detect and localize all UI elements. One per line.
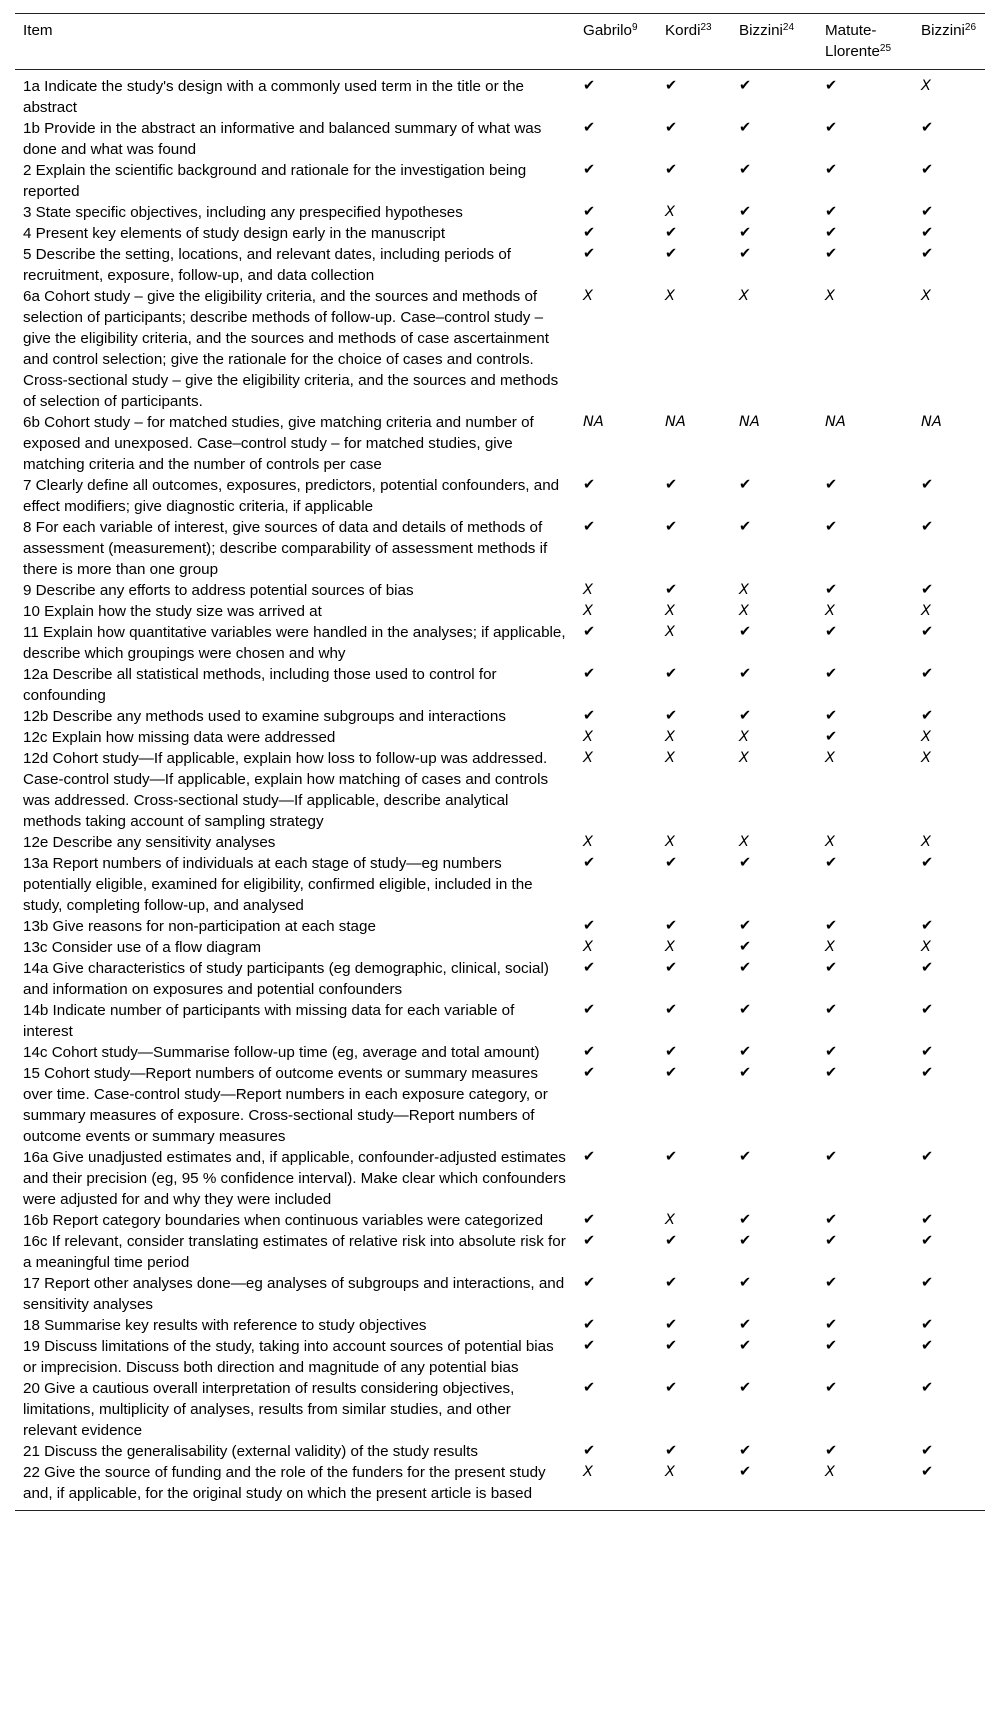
assessment-mark-bizzini-24: ✔ xyxy=(739,666,752,682)
assessment-mark-kordi: X xyxy=(665,624,675,640)
assessment-mark-bizzini-24: ✔ xyxy=(739,1275,752,1291)
assessment-mark-bizzini-26: ✔ xyxy=(921,204,934,220)
assessment-mark-bizzini-26: ✔ xyxy=(921,225,934,241)
table-row xyxy=(15,1336,985,1378)
assessment-mark-bizzini-24: ✔ xyxy=(739,519,752,535)
assessment-mark-matute-llorente: ✔ xyxy=(825,1149,838,1165)
table-row xyxy=(15,412,985,475)
assessment-mark-gabrilo: ✔ xyxy=(583,120,596,136)
checklist-item-text: 14c Cohort study—Summarise follow-up time (eg, average and total amount) xyxy=(23,1044,540,1061)
checklist-item-text: 4 Present key elements of study design early in the manuscript xyxy=(23,225,446,242)
table-row xyxy=(15,748,985,832)
table-row xyxy=(15,664,985,706)
assessment-mark-gabrilo: ✔ xyxy=(583,78,596,94)
checklist-item-text: 7 Clearly define all outcomes, exposures, predictors, potential confounders, and effect modifiers; give diagnostic criteria, if applicable xyxy=(23,477,560,515)
assessment-mark-matute-llorente: ✔ xyxy=(825,624,838,640)
assessment-mark-gabrilo: X xyxy=(583,729,593,745)
assessment-mark-kordi: ✔ xyxy=(665,1233,678,1249)
checklist-item-text: 19 Discuss limitations of the study, taking into account sources of potential bias or imprecision. Discuss both direction and magnitude of any potential bias xyxy=(23,1338,554,1376)
assessment-mark-bizzini-24: ✔ xyxy=(739,624,752,640)
assessment-mark-bizzini-26: ✔ xyxy=(921,1233,934,1249)
assessment-mark-gabrilo: X xyxy=(583,1464,593,1480)
table-row xyxy=(15,1000,985,1042)
table-row xyxy=(15,832,985,853)
assessment-mark-bizzini-24: ✔ xyxy=(739,1380,752,1396)
assessment-mark-bizzini-24: ✔ xyxy=(739,1044,752,1060)
assessment-mark-matute-llorente: ✔ xyxy=(825,1380,838,1396)
assessment-mark-kordi: ✔ xyxy=(665,519,678,535)
assessment-mark-kordi: ✔ xyxy=(665,1065,678,1081)
assessment-mark-matute-llorente: ✔ xyxy=(825,1002,838,1018)
checklist-item-text: 3 State specific objectives, including any prespecified hypotheses xyxy=(23,204,463,221)
table-row xyxy=(15,160,985,202)
assessment-mark-bizzini-24: ✔ xyxy=(739,855,752,871)
column-header-gabrilo: Gabrilo$^9$ xyxy=(583,22,638,39)
assessment-mark-bizzini-26: ✔ xyxy=(921,666,934,682)
checklist-item-text: 13b Give reasons for non-participation at each stage xyxy=(23,918,376,935)
assessment-mark-bizzini-26: ✔ xyxy=(921,1464,934,1480)
assessment-mark-matute-llorente: ✔ xyxy=(825,204,838,220)
checklist-item-text: 11 Explain how quantitative variables were handled in the analyses; if applicable, describe which groupings were chosen and why xyxy=(23,624,566,662)
table-row xyxy=(15,1315,985,1336)
checklist-item-text: 12e Describe any sensitivity analyses xyxy=(23,834,276,851)
assessment-mark-matute-llorente: ✔ xyxy=(825,1044,838,1060)
assessment-mark-gabrilo: ✔ xyxy=(583,960,596,976)
column-header-bizzini-26: Bizzini$^{26}$ xyxy=(921,22,977,39)
assessment-mark-gabrilo: ✔ xyxy=(583,477,596,493)
table-row xyxy=(15,1462,985,1511)
assessment-mark-gabrilo: ✔ xyxy=(583,855,596,871)
assessment-mark-gabrilo: ✔ xyxy=(583,666,596,682)
assessment-mark-kordi: ✔ xyxy=(665,1338,678,1354)
assessment-mark-matute-llorente: ✔ xyxy=(825,960,838,976)
table-row xyxy=(15,118,985,160)
assessment-mark-matute-llorente: ✔ xyxy=(825,1443,838,1459)
assessment-mark-bizzini-24: ✔ xyxy=(739,1149,752,1165)
assessment-mark-bizzini-26: ✔ xyxy=(921,582,934,598)
checklist-item-text: 14a Give characteristics of study participants (eg demographic, clinical, social) and information on exposures and potential confounders xyxy=(23,960,549,998)
assessment-mark-matute-llorente: ✔ xyxy=(825,1212,838,1228)
assessment-mark-kordi: ✔ xyxy=(665,477,678,493)
reference-superscript: 24 xyxy=(782,22,795,33)
assessment-mark-gabrilo: ✔ xyxy=(583,1002,596,1018)
table-row xyxy=(15,475,985,517)
assessment-mark-kordi: X xyxy=(665,750,675,766)
assessment-mark-kordi: X xyxy=(665,729,675,745)
assessment-mark-bizzini-26: ✔ xyxy=(921,477,934,493)
assessment-mark-bizzini-24: ✔ xyxy=(739,246,752,262)
assessment-mark-gabrilo: X xyxy=(583,288,593,304)
assessment-mark-gabrilo: ✔ xyxy=(583,1149,596,1165)
assessment-mark-bizzini-26: ✔ xyxy=(921,1338,934,1354)
checklist-item-text: 13c Consider use of a flow diagram xyxy=(23,939,262,956)
assessment-mark-gabrilo: ✔ xyxy=(583,918,596,934)
table-row xyxy=(15,727,985,748)
assessment-mark-matute-llorente: ✔ xyxy=(825,477,838,493)
assessment-mark-kordi: ✔ xyxy=(665,1002,678,1018)
table-row xyxy=(15,601,985,622)
assessment-mark-gabrilo: ✔ xyxy=(583,225,596,241)
assessment-mark-bizzini-24: ✔ xyxy=(739,120,752,136)
assessment-mark-matute-llorente: NA xyxy=(825,414,846,430)
assessment-mark-kordi: ✔ xyxy=(665,120,678,136)
assessment-mark-bizzini-26: ✔ xyxy=(921,855,934,871)
assessment-mark-bizzini-26: X xyxy=(921,78,931,94)
assessment-mark-matute-llorente: ✔ xyxy=(825,78,838,94)
checklist-item-text: 12a Describe all statistical methods, including those used to control for confounding xyxy=(23,666,497,704)
assessment-mark-matute-llorente: ✔ xyxy=(825,1338,838,1354)
assessment-mark-bizzini-26: ✔ xyxy=(921,708,934,724)
table-row xyxy=(15,937,985,958)
assessment-mark-kordi: X xyxy=(665,1464,675,1480)
assessment-mark-bizzini-26: ✔ xyxy=(921,1212,934,1228)
assessment-mark-kordi: X xyxy=(665,288,675,304)
column-header-matute-llorente: Matute-Llorente$^{25}$ xyxy=(825,22,892,60)
checklist-item-text: 14b Indicate number of participants with missing data for each variable of interest xyxy=(23,1002,515,1040)
assessment-mark-matute-llorente: ✔ xyxy=(825,855,838,871)
assessment-mark-bizzini-26: ✔ xyxy=(921,624,934,640)
checklist-item-text: 16a Give unadjusted estimates and, if applicable, confounder-adjusted estimates and their precision (eg, 95 % confidence interval). Make clear which confounders were adjusted for and why they were included xyxy=(23,1149,566,1208)
assessment-mark-gabrilo: X xyxy=(583,582,593,598)
table-row xyxy=(15,1231,985,1273)
assessment-mark-matute-llorente: ✔ xyxy=(825,519,838,535)
assessment-mark-bizzini-26: ✔ xyxy=(921,1317,934,1333)
assessment-mark-bizzini-24: ✔ xyxy=(739,1464,752,1480)
checklist-item-text: 6a Cohort study – give the eligibility criteria, and the sources and methods of selection of participants; describe methods of follow-up. Case–control study – give the eligibility criteria, and the sources and methods of case ascertainment and control selection; give the rationale for the choice of cases and controls. Cross-sectional study – give the eligibility criteria, and the sources and methods of selection of participants. xyxy=(23,288,559,410)
table-row xyxy=(15,580,985,601)
table-row xyxy=(15,853,985,916)
table-row xyxy=(15,1441,985,1462)
assessment-mark-bizzini-24: ✔ xyxy=(739,1065,752,1081)
assessment-mark-matute-llorente: ✔ xyxy=(825,666,838,682)
assessment-mark-matute-llorente: X xyxy=(825,288,835,304)
assessment-mark-bizzini-26: ✔ xyxy=(921,162,934,178)
assessment-mark-kordi: ✔ xyxy=(665,960,678,976)
assessment-mark-kordi: ✔ xyxy=(665,1044,678,1060)
assessment-mark-bizzini-26: NA xyxy=(921,414,942,430)
assessment-mark-matute-llorente: ✔ xyxy=(825,225,838,241)
reference-superscript: 23 xyxy=(700,22,712,33)
assessment-mark-gabrilo: ✔ xyxy=(583,1212,596,1228)
assessment-mark-gabrilo: X xyxy=(583,834,593,850)
checklist-item-text: 17 Report other analyses done—eg analyses of subgroups and interactions, and sensitivity analyses xyxy=(23,1275,565,1313)
checklist-item-text: 2 Explain the scientific background and rationale for the investigation being reported xyxy=(23,162,527,200)
table-row xyxy=(15,622,985,664)
assessment-mark-bizzini-24: X xyxy=(739,729,749,745)
assessment-mark-bizzini-24: ✔ xyxy=(739,1317,752,1333)
assessment-mark-bizzini-24: ✔ xyxy=(739,1338,752,1354)
assessment-mark-kordi: ✔ xyxy=(665,246,678,262)
assessment-mark-kordi: ✔ xyxy=(665,78,678,94)
assessment-mark-kordi: ✔ xyxy=(665,1149,678,1165)
column-header-bizzini-24: Bizzini$^{24}$ xyxy=(739,22,795,39)
assessment-mark-bizzini-24: ✔ xyxy=(739,1002,752,1018)
assessment-mark-bizzini-24: ✔ xyxy=(739,708,752,724)
assessment-mark-bizzini-24: ✔ xyxy=(739,939,752,955)
assessment-mark-gabrilo: ✔ xyxy=(583,1338,596,1354)
assessment-mark-kordi: ✔ xyxy=(665,708,678,724)
assessment-mark-bizzini-24: NA xyxy=(739,414,760,430)
assessment-mark-matute-llorente: X xyxy=(825,603,835,619)
assessment-mark-bizzini-26: ✔ xyxy=(921,1065,934,1081)
assessment-mark-gabrilo: ✔ xyxy=(583,708,596,724)
column-header-item: Item xyxy=(23,22,53,39)
strobe-checklist-document xyxy=(15,13,985,1511)
table-row xyxy=(15,1042,985,1063)
assessment-mark-kordi: ✔ xyxy=(665,855,678,871)
assessment-mark-bizzini-26: X xyxy=(921,729,931,745)
table-row xyxy=(15,1210,985,1231)
table-row xyxy=(15,244,985,286)
assessment-mark-bizzini-26: ✔ xyxy=(921,1002,934,1018)
assessment-mark-bizzini-26: ✔ xyxy=(921,120,934,136)
assessment-mark-kordi: X xyxy=(665,1212,675,1228)
checklist-item-text: 13a Report numbers of individuals at each stage of study—eg numbers potentially eligible, examined for eligibility, confirmed eligible, included in the study, completing follow-up, and analysed xyxy=(23,855,533,914)
assessment-mark-gabrilo: X xyxy=(583,939,593,955)
assessment-mark-gabrilo: ✔ xyxy=(583,246,596,262)
reference-superscript: 26 xyxy=(964,22,977,33)
checklist-item-text: 16c If relevant, consider translating estimates of relative risk into absolute risk for a meaningful time period xyxy=(23,1233,566,1271)
assessment-mark-gabrilo: ✔ xyxy=(583,1044,596,1060)
assessment-mark-bizzini-24: ✔ xyxy=(739,162,752,178)
assessment-mark-bizzini-26: X xyxy=(921,750,931,766)
assessment-mark-kordi: NA xyxy=(665,414,686,430)
assessment-mark-kordi: ✔ xyxy=(665,582,678,598)
table-header xyxy=(15,14,985,70)
assessment-mark-bizzini-26: ✔ xyxy=(921,960,934,976)
assessment-mark-gabrilo: ✔ xyxy=(583,162,596,178)
assessment-mark-bizzini-26: ✔ xyxy=(921,918,934,934)
assessment-mark-kordi: ✔ xyxy=(665,162,678,178)
assessment-mark-matute-llorente: ✔ xyxy=(825,1233,838,1249)
table-row xyxy=(15,1273,985,1315)
reference-superscript: 25 xyxy=(879,43,892,54)
assessment-mark-bizzini-26: ✔ xyxy=(921,246,934,262)
assessment-mark-gabrilo: ✔ xyxy=(583,204,596,220)
assessment-mark-bizzini-24: ✔ xyxy=(739,1212,752,1228)
checklist-item-text: 1b Provide in the abstract an informative and balanced summary of what was done and what was found xyxy=(23,120,542,158)
assessment-mark-gabrilo: ✔ xyxy=(583,624,596,640)
assessment-mark-bizzini-26: ✔ xyxy=(921,1380,934,1396)
checklist-item-text: 21 Discuss the generalisability (external validity) of the study results xyxy=(23,1443,478,1460)
table-body xyxy=(15,70,985,1511)
table-row xyxy=(15,706,985,727)
assessment-mark-matute-llorente: ✔ xyxy=(825,120,838,136)
reference-superscript: 9 xyxy=(631,22,638,33)
assessment-mark-kordi: ✔ xyxy=(665,1275,678,1291)
table-row xyxy=(15,517,985,580)
assessment-mark-matute-llorente: X xyxy=(825,939,835,955)
checklist-item-text: 22 Give the source of funding and the role of the funders for the present study and, if applicable, for the original study on which the present article is based xyxy=(23,1464,546,1502)
assessment-mark-gabrilo: ✔ xyxy=(583,1065,596,1081)
checklist-item-text: 6b Cohort study – for matched studies, give matching criteria and number of exposed and unexposed. Case–control study – for matched studies, give matching criteria and the number of controls per case xyxy=(23,414,534,473)
checklist-item-text: 12b Describe any methods used to examine subgroups and interactions xyxy=(23,708,506,725)
assessment-mark-bizzini-26: X xyxy=(921,834,931,850)
assessment-mark-matute-llorente: ✔ xyxy=(825,918,838,934)
assessment-mark-matute-llorente: ✔ xyxy=(825,1317,838,1333)
assessment-mark-kordi: ✔ xyxy=(665,1380,678,1396)
table-row xyxy=(15,286,985,412)
checklist-item-text: 1a Indicate the study's design with a commonly used term in the title or the abstract xyxy=(23,78,524,116)
table-row xyxy=(15,202,985,223)
assessment-mark-bizzini-26: ✔ xyxy=(921,1443,934,1459)
assessment-mark-matute-llorente: ✔ xyxy=(825,582,838,598)
assessment-mark-bizzini-24: ✔ xyxy=(739,1233,752,1249)
assessment-mark-kordi: ✔ xyxy=(665,666,678,682)
assessment-mark-bizzini-26: ✔ xyxy=(921,1044,934,1060)
header-row xyxy=(15,14,985,70)
assessment-mark-kordi: X xyxy=(665,834,675,850)
checklist-item-text: 10 Explain how the study size was arrived at xyxy=(23,603,322,620)
assessment-mark-matute-llorente: ✔ xyxy=(825,162,838,178)
assessment-mark-matute-llorente: X xyxy=(825,834,835,850)
assessment-mark-kordi: ✔ xyxy=(665,225,678,241)
checklist-item-text: 8 For each variable of interest, give sources of data and details of methods of assessment (measurement); describe comparability of assessment methods if there is more than one group xyxy=(23,519,548,578)
assessment-mark-kordi: ✔ xyxy=(665,1443,678,1459)
assessment-mark-bizzini-24: ✔ xyxy=(739,225,752,241)
assessment-mark-gabrilo: ✔ xyxy=(583,1443,596,1459)
assessment-mark-gabrilo: ✔ xyxy=(583,519,596,535)
checklist-item-text: 20 Give a cautious overall interpretation of results considering objectives, limitations, multiplicity of analyses, results from similar studies, and other relevant evidence xyxy=(23,1380,515,1439)
column-header-kordi: Kordi$^{23}$ xyxy=(665,22,712,39)
assessment-mark-matute-llorente: X xyxy=(825,1464,835,1480)
assessment-mark-matute-llorente: X xyxy=(825,750,835,766)
assessment-mark-bizzini-24: ✔ xyxy=(739,1443,752,1459)
assessment-mark-gabrilo: X xyxy=(583,603,593,619)
table-row xyxy=(15,1063,985,1147)
assessment-mark-gabrilo: NA xyxy=(583,414,604,430)
assessment-mark-gabrilo: ✔ xyxy=(583,1380,596,1396)
assessment-mark-bizzini-26: ✔ xyxy=(921,1149,934,1165)
assessment-mark-bizzini-24: ✔ xyxy=(739,960,752,976)
assessment-mark-kordi: ✔ xyxy=(665,1317,678,1333)
assessment-mark-gabrilo: ✔ xyxy=(583,1317,596,1333)
assessment-mark-kordi: ✔ xyxy=(665,918,678,934)
checklist-item-text: 12c Explain how missing data were addressed xyxy=(23,729,336,746)
table-row xyxy=(15,70,985,119)
assessment-mark-bizzini-26: X xyxy=(921,939,931,955)
assessment-mark-bizzini-26: ✔ xyxy=(921,1275,934,1291)
table-row xyxy=(15,916,985,937)
assessment-mark-matute-llorente: ✔ xyxy=(825,729,838,745)
assessment-mark-bizzini-26: ✔ xyxy=(921,519,934,535)
table-row xyxy=(15,958,985,1000)
assessment-mark-bizzini-26: X xyxy=(921,288,931,304)
assessment-mark-bizzini-24: X xyxy=(739,603,749,619)
assessment-mark-matute-llorente: ✔ xyxy=(825,1275,838,1291)
checklist-item-text: 9 Describe any efforts to address potential sources of bias xyxy=(23,582,414,599)
assessment-mark-kordi: X xyxy=(665,939,675,955)
checklist-item-text: 5 Describe the setting, locations, and relevant dates, including periods of recruitment, exposure, follow-up, and data collection xyxy=(23,246,511,284)
table-row xyxy=(15,1147,985,1210)
table-row xyxy=(15,223,985,244)
assessment-mark-bizzini-24: ✔ xyxy=(739,204,752,220)
assessment-mark-matute-llorente: ✔ xyxy=(825,1065,838,1081)
assessment-mark-gabrilo: ✔ xyxy=(583,1275,596,1291)
checklist-item-text: 12d Cohort study—If applicable, explain how loss to follow-up was addressed. Case-control study—If applicable, explain how matching of cases and controls was addressed. Cross-sectional study—If applicable, describe analytical methods taking account of sampling strategy xyxy=(23,750,549,830)
assessment-mark-gabrilo: ✔ xyxy=(583,1233,596,1249)
assessment-mark-kordi: X xyxy=(665,204,675,220)
assessment-mark-matute-llorente: ✔ xyxy=(825,708,838,724)
assessment-mark-gabrilo: X xyxy=(583,750,593,766)
assessment-mark-bizzini-24: X xyxy=(739,582,749,598)
strobe-checklist-table xyxy=(15,13,985,1511)
assessment-mark-bizzini-26: X xyxy=(921,603,931,619)
assessment-mark-kordi: X xyxy=(665,603,675,619)
assessment-mark-bizzini-24: X xyxy=(739,288,749,304)
checklist-item-text: 16b Report category boundaries when continuous variables were categorized xyxy=(23,1212,544,1229)
table-row xyxy=(15,1378,985,1441)
assessment-mark-matute-llorente: ✔ xyxy=(825,246,838,262)
assessment-mark-bizzini-24: ✔ xyxy=(739,477,752,493)
checklist-item-text: 18 Summarise key results with reference to study objectives xyxy=(23,1317,427,1334)
assessment-mark-bizzini-24: ✔ xyxy=(739,78,752,94)
assessment-mark-bizzini-24: X xyxy=(739,834,749,850)
assessment-mark-bizzini-24: X xyxy=(739,750,749,766)
checklist-item-text: 15 Cohort study—Report numbers of outcome events or summary measures over time. Case-control study—Report numbers in each exposure category, or summary measures of exposure. Cross-sectional study—Report numbers of outcome events or summary measures xyxy=(23,1065,548,1145)
assessment-mark-bizzini-24: ✔ xyxy=(739,918,752,934)
